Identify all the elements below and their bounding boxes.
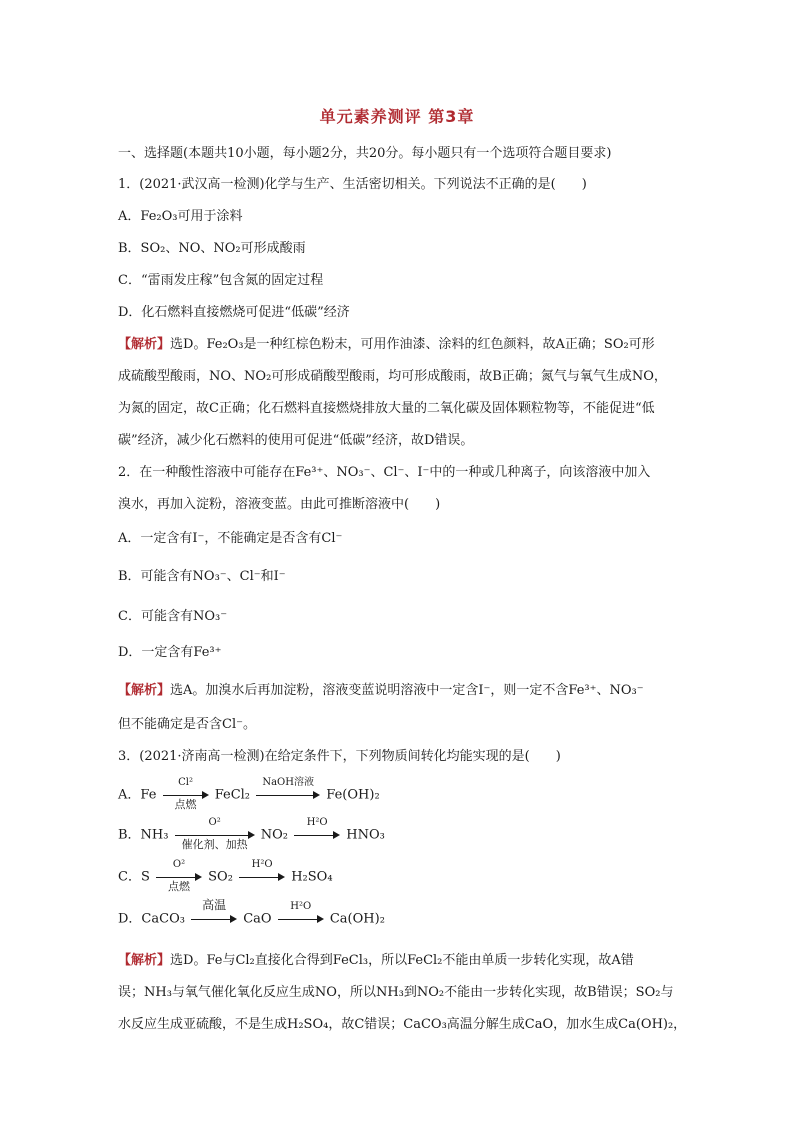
q1-option-b: B．SO₂、NO、NO₂可形成酸雨: [118, 241, 306, 256]
section-heading: 一、选择题(本题共10小题，每小题2分，共20分。每小题只有一个选项符合题目要求): [118, 146, 612, 161]
q3-analysis-line-3: 水反应生成亚硫酸，不是生成H₂SO₄，故C错误；CaCO₃高温分解生成CaO，加水生成Ca(OH)₂，: [118, 1017, 687, 1032]
q1-analysis-line-1: 【解析】选D。Fe₂O₃是一种红棕色粉末，可用作油漆、涂料的红色颜料，故A正确；SO₂可形: [118, 337, 655, 352]
q1-analysis-line-4: 碳”经济，减少化石燃料的使用可促进“低碳”经济，故D错误。: [118, 433, 474, 448]
reaction-arrow: Cl² 点燃: [163, 787, 209, 803]
q2-analysis-line-1: 【解析】选A。加溴水后再加淀粉，溶液变蓝说明溶液中一定含I⁻，则一定不含Fe³⁺、NO₃⁻: [118, 683, 644, 698]
q2-option-c: C．可能含有NO₃⁻: [118, 609, 228, 624]
reaction-arrow: 高温: [191, 911, 237, 927]
q3-analysis-label: 【解析】: [118, 953, 171, 968]
reaction-arrow: H²O: [278, 911, 324, 927]
q3-analysis-line-1: 【解析】选D。Fe与Cl₂直接化合得到FeCl₃，所以FeCl₂不能由单质一步转化实现，故A错: [118, 953, 634, 968]
q1-analysis-label: 【解析】: [118, 337, 171, 352]
q1-option-a: A．Fe₂O₃可用于涂料: [118, 209, 243, 224]
q2-stem-line-2: 溴水，再加入淀粉，溶液变蓝。由此可推断溶液中( ): [118, 497, 441, 512]
q2-stem-line-1: 2．在一种酸性溶液中可能存在Fe³⁺、NO₃⁻、Cl⁻、I⁻中的一种或几种离子，向该溶液中加入: [118, 465, 651, 480]
q2-analysis-label: 【解析】: [118, 683, 171, 698]
q2-option-a: A．一定含有I⁻，不能确定是否含有Cl⁻: [118, 531, 343, 546]
q3-option-a: A．Fe Cl² 点燃 FeCl₂ NaOH溶液 Fe(OH)₂: [118, 777, 380, 811]
q1-stem: 1．(2021·武汉高一检测)化学与生产、生活密切相关。下列说法不正确的是( ): [118, 177, 587, 192]
q3-analysis-line-2: 误；NH₃与氧气催化氧化反应生成NO，所以NH₃到NO₂不能由一步转化实现，故B错误；SO₂与: [118, 985, 674, 1000]
reaction-arrow: H²O: [239, 869, 285, 885]
q3-stem: 3．(2021·济南高一检测)在给定条件下，下列物质间转化均能实现的是( ): [118, 749, 561, 764]
reaction-arrow: H²O: [294, 827, 340, 843]
q1-option-d: D．化石燃料直接燃烧可促进“低碳”经济: [118, 305, 350, 320]
q2-option-d: D．一定含有Fe³⁺: [118, 645, 222, 660]
q3-option-d: D．CaCO₃ 高温 CaO H²O Ca(OH)₂: [118, 898, 385, 927]
q1-analysis-line-3: 为氮的固定，故C正确；化石燃料直接燃烧排放大量的二氧化碳及固体颗粒物等，不能促进“低: [118, 401, 655, 416]
reaction-arrow: NaOH溶液: [256, 787, 320, 803]
q1-option-c: C．“雷雨发庄稼”包含氮的固定过程: [118, 273, 324, 288]
q3-option-c: C．S O² 点燃 SO₂ H²O H₂SO₄: [118, 859, 333, 893]
reaction-arrow: O² 点燃: [156, 869, 202, 885]
page-title: 单元素养测评 第3章: [319, 107, 475, 126]
reaction-arrow: O² 催化剂、加热: [175, 827, 255, 843]
q1-analysis-line-2: 成硫酸型酸雨，NO、NO₂可形成硝酸型酸雨，均可形成酸雨，故B正确；氮气与氧气生成NO，: [118, 369, 667, 384]
q3-option-b: B．NH₃ O² 催化剂、加热 NO₂ H²O HNO₃: [118, 817, 385, 851]
q2-analysis-line-2: 但不能确定是否含Cl⁻。: [118, 717, 256, 732]
q2-option-b: B．可能含有NO₃⁻、Cl⁻和I⁻: [118, 569, 286, 584]
